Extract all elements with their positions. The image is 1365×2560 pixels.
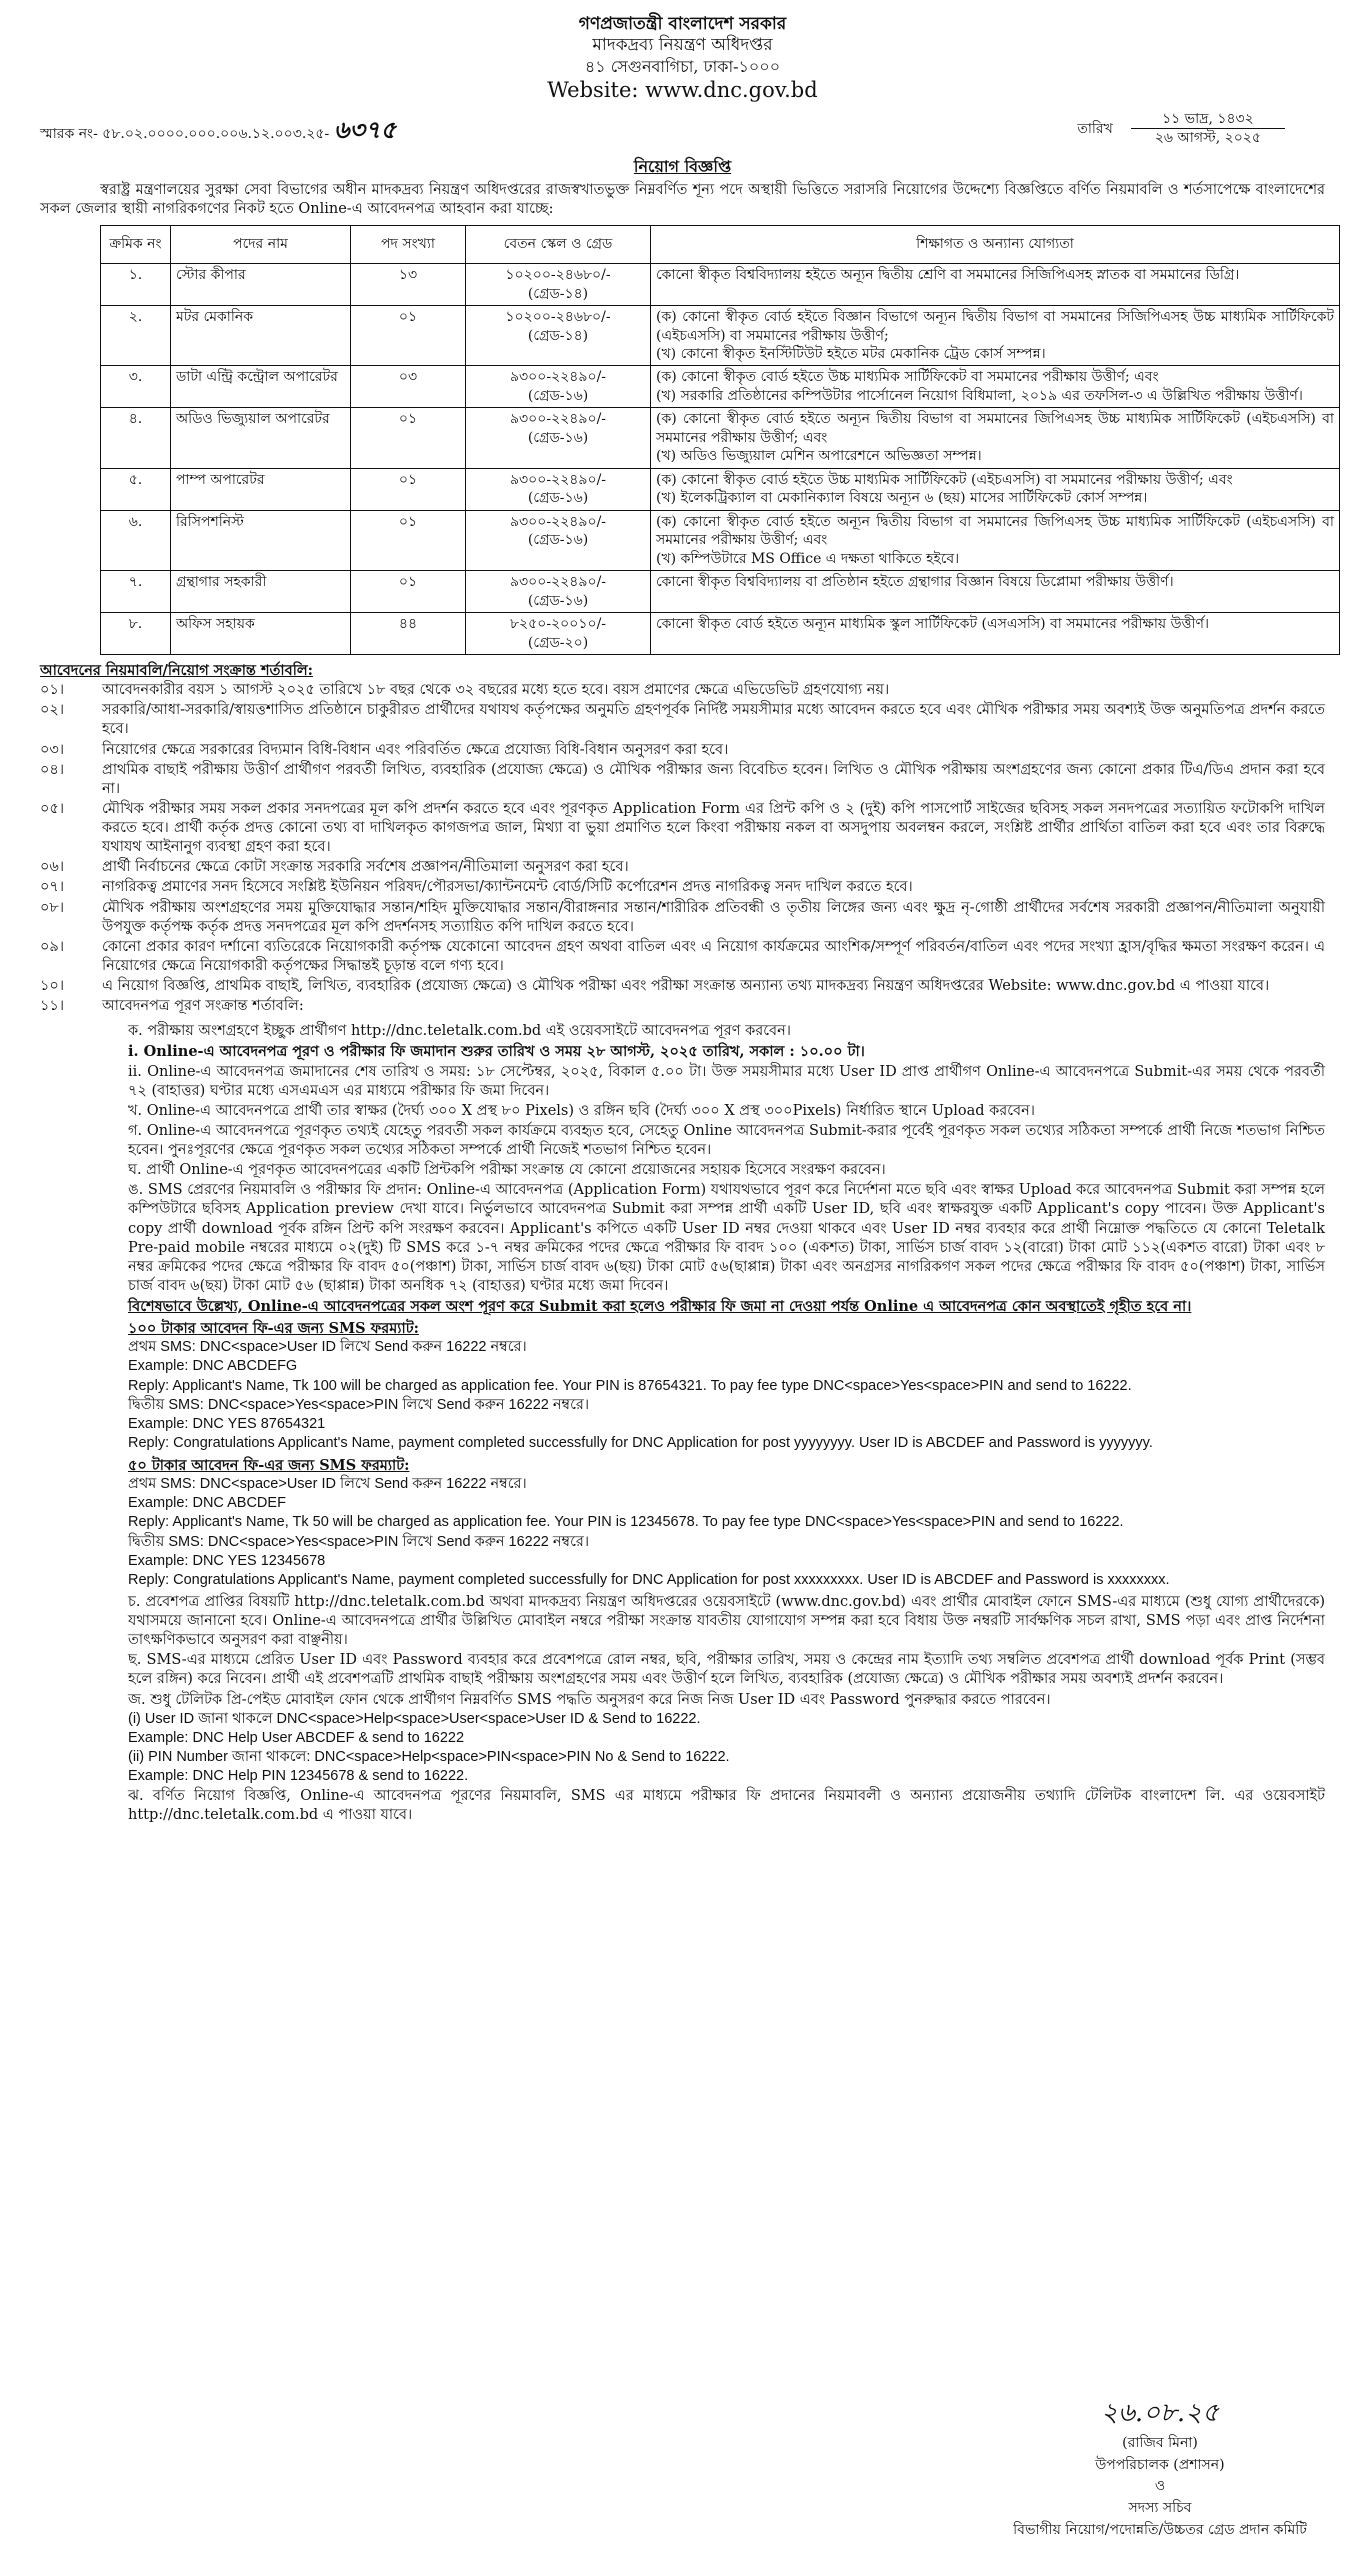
memo-number — [40, 110, 396, 146]
condition-number: ০৫। — [40, 800, 65, 817]
pay-grade: (গ্রেড-১৪) — [527, 327, 589, 344]
condition-number: ০১। — [40, 682, 65, 699]
cell-post: অফিস সহায়ক — [171, 613, 351, 655]
notice-title: নিয়োগ বিজ্ঞপ্তি — [633, 156, 732, 176]
memo-handwritten-number: ৬৩৭৫ — [333, 114, 397, 144]
condition-item — [40, 800, 1325, 857]
apply-cha: চ. প্রবেশপত্র প্রাপ্তির বিষয়টি http://dnc.teletalk.com.bd অথবা মাদকদ্রব্য নিয়ন্ত্রণ অধিদপ্তরের ওয়েবসাইটে (www.dnc.gov.bd) এবং প্রার্থীর মোবাইল ফোনে SMS-এর মাধ্যমে (শুধু যোগ্য প্রার্থীদেরকে) যথাসময়ে জানানো হবে। Online-এ আবেদনপত্রে প্রার্থীর উল্লিখিত মোবাইল নম্বরে পরীক্ষা সংক্রান্ত যাবতীয় যোগাযোগ সম্পন্ন করা হবে বিধায় উক্ত নম্বরটি সার্বক্ষণিক সচল রাখা, SMS পড়া এবং প্রাপ্ত নির্দেশনা তাৎক্ষণিকভাবে অনুসরণ করা বাঞ্ছনীয়। — [128, 1593, 1325, 1649]
pay-grade: (গ্রেড-১৬) — [527, 387, 589, 404]
cell-count: ০১ — [351, 408, 466, 468]
cell-serial: ৮. — [101, 613, 171, 655]
table-row — [101, 366, 1340, 408]
condition-item — [40, 899, 1325, 937]
condition-number: ১১। — [40, 998, 65, 1015]
cell-qualification: (ক) কোনো স্বীকৃত বোর্ড হইতে উচ্চ মাধ্যমিক সার্টিফিকেট বা সমমানের পরীক্ষায় উত্তীর্ণ; এবং (খ) সরকারি প্রতিষ্ঠানের কম্পিউটার পার্সোনেল নিয়োগ বিধিমালা, ২০১৯ এর তফসিল-৩ এ উল্লিখিত পরীক্ষায় উত্তীর্ণ। — [651, 366, 1340, 408]
sms-line: (i) User ID জানা থাকলে DNC<space>Help<space>User<space>User ID & Send to 16222. — [128, 1710, 701, 1727]
col-header-count: পদ সংখ্যা — [351, 226, 466, 264]
dept-name: মাদকদ্রব্য নিয়ন্ত্রণ অধিদপ্তর — [592, 35, 773, 56]
condition-number: ০৭। — [40, 879, 65, 896]
sms-line: Reply: Congratulations Applicant's Name, payment completed successfully for DNC Application for post yyyyyyyy. User ID is ABCDEF and Password is yyyyyyy. — [128, 1434, 1153, 1451]
table-header-row — [101, 226, 1340, 264]
condition-text: কোনো প্রকার কারণ দর্শানো ব্যতিরেকে নিয়োগকারী কর্তৃপক্ষ যেকোনো আবেদন গ্রহণ অথবা বাতিল এবং এ নিয়োগ কার্যক্রমের আংশিক/সম্পূর্ণ পরিবর্তন/বাতিল এবং পদের সংখ্যা হ্রাস/বৃদ্ধির ক্ষমতা সংরক্ষণ করেন। এ নিয়োগের ক্ষেত্রে নিয়োগকারী কর্তৃপক্ষের সিদ্ধান্তই চূড়ান্ত বলে গণ্য হবে। — [102, 938, 1325, 974]
cell-post: গ্রন্থাগার সহকারী — [171, 571, 351, 613]
date-bangla-calendar: ১১ ভাদ্র, ১৪৩২ — [1131, 110, 1285, 129]
apply-uo-note: বিশেষভাবে উল্লেখ্য, Online-এ আবেদনপত্রের সকল অংশ পূরণ করে Submit করা হলেও পরীক্ষার ফি জমা না দেওয়া পর্যন্ত Online এ আবেদনপত্র কোন অবস্থাতেই গৃহীত হবে না। — [128, 1298, 1192, 1315]
table-row — [101, 468, 1340, 510]
cell-pay-scale — [466, 408, 651, 468]
apply-ja: জ. শুধু টেলিটক প্রি-পেইড মোবাইল ফোন থেকে প্রার্থীগণ নিম্নবর্ণিত SMS পদ্ধতি অনুসরণ করে নিজ নিজ User ID এবং Password পুনরুদ্ধার করতে পারবেন। — [128, 1691, 1051, 1708]
memo-row — [40, 110, 1325, 148]
condition-number: ০৬। — [40, 859, 65, 876]
cell-count: ১৩ — [351, 264, 466, 306]
sms-line: প্রথম SMS: DNC<space>User ID লিখে Send করুন 16222 নম্বরে। — [128, 1476, 527, 1493]
cell-count: ০৩ — [351, 366, 466, 408]
col-header-qualification: শিক্ষাগত ও অন্যান্য যোগ্যতা — [651, 226, 1340, 264]
pay-scale: ৮২৫০-২০০১০/- — [509, 616, 607, 633]
signer-role: সদস্য সচিব — [1128, 2500, 1192, 2517]
sms-line: দ্বিতীয় SMS: DNC<space>Yes<space>PIN লিখে Send করুন 16222 নম্বরে। — [128, 1533, 590, 1550]
condition-item — [40, 997, 1325, 1016]
condition-number: ০৩। — [40, 741, 65, 758]
notice-intro: স্বরাষ্ট্র মন্ত্রণালয়ের সুরক্ষা সেবা বিভাগের অধীন মাদকদ্রব্য নিয়ন্ত্রণ অধিদপ্তরের রাজস্বখাতভুক্ত নিম্নবর্ণিত শূন্য পদে অস্থায়ী ভিত্তিতে সরাসরি নিয়োগের উদ্দেশ্যে বিজ্ঞপ্তিতে বর্ণিত নিয়মাবলি ও শর্তসাপেক্ষে বাংলাদেশের সকল জেলার স্থায়ী নাগরিকগণের নিকট হতে Online-এ আবেদনপত্র আহবান করা যাচ্ছে: — [40, 181, 1325, 217]
cell-count: ০১ — [351, 571, 466, 613]
cell-serial: ৫. — [101, 468, 171, 510]
condition-number: ০২। — [40, 702, 65, 719]
cell-serial: ৪. — [101, 408, 171, 468]
dept-website: Website: www.dnc.gov.bd — [547, 77, 818, 102]
cell-serial: ৭. — [101, 571, 171, 613]
sms-line: (ii) PIN Number জানা থাকলে: DNC<space>Help<space>PIN<space>PIN No & Send to 16222. — [128, 1748, 730, 1765]
apply-start-time: i. Online-এ আবেদনপত্র পূরণ ও পরীক্ষার ফি জমাদান শুরুর তারিখ ও সময় ২৮ আগস্ট, ২০২৫ তারিখ, সকাল : ১০.০০ টা। — [128, 1043, 865, 1061]
sms-50-block — [128, 1475, 1325, 1590]
condition-text: এ নিয়োগ বিজ্ঞপ্তি, প্রাথমিক বাছাই, লিখিত, ব্যবহারিক (প্রযোজ্য ক্ষেত্রে) ও মৌখিক পরীক্ষা এবং পরীক্ষা সংক্রান্ত অন্যান্য তথ্য মাদকদ্রব্য নিয়ন্ত্রণ অধিদপ্তরের Website: www.dnc.gov.bd এ পাওয়া যাবে। — [102, 978, 1270, 994]
cell-post: রিসিপশনিস্ট — [171, 510, 351, 570]
cell-qualification: (ক) কোনো স্বীকৃত বোর্ড হইতে উচ্চ মাধ্যমিক সার্টিফিকেট (এইচএসসি) বা সমমানের পরীক্ষায় উত্তীর্ণ; এবং (খ) ইলেকট্রিক্যাল বা মেকানিক্যাল বিষয়ে অন্যূন ৬ (ছয়) মাসের সার্টিফিকেট কোর্স সম্পন্ন। — [651, 468, 1340, 510]
dept-address: ৪১ সেগুনবাগিচা, ঢাকা-১০০০ — [584, 56, 781, 76]
cell-count: ০১ — [351, 468, 466, 510]
cell-serial: ৬. — [101, 510, 171, 570]
cell-serial: ৩. — [101, 366, 171, 408]
col-header-post: পদের নাম — [171, 226, 351, 264]
apply-instructions — [128, 1022, 1325, 1825]
recovery-sms-block — [128, 1710, 1325, 1787]
condition-number: ০৯। — [40, 938, 65, 955]
conditions-list — [40, 681, 1325, 1016]
condition-item — [40, 701, 1325, 739]
gov-name: গণপ্রজাতন্ত্রী বাংলাদেশ সরকার — [578, 14, 787, 34]
condition-text: প্রার্থী নির্বাচনের ক্ষেত্রে কোটা সংক্রান্ত সরকারি সর্বশেষ প্রজ্ঞাপন/নীতিমালা অনুসরণ করা হবে। — [102, 859, 629, 876]
cell-post: ডাটা এন্ট্রি কন্ট্রোল অপারেটর — [171, 366, 351, 408]
pay-grade: (গ্রেড-১৬) — [527, 429, 589, 446]
signer-designation: উপপরিচালক (প্রশাসন) — [1095, 2456, 1225, 2473]
condition-number: ০৪। — [40, 761, 65, 778]
cell-count: ০১ — [351, 306, 466, 366]
pay-scale: ৯৩০০-২২৪৯০/- — [509, 471, 607, 488]
sms-line: Reply: Congratulations Applicant's Name, payment completed successfully for DNC Application for post xxxxxxxxx. User ID is ABCDEF and Password is xxxxxxxx. — [128, 1571, 1170, 1588]
cell-pay-scale — [466, 613, 651, 655]
condition-item — [40, 977, 1325, 996]
signer-name: (রাজিব মিনা) — [1122, 2435, 1198, 2451]
cell-pay-scale — [466, 510, 651, 570]
cell-qualification: কোনো স্বীকৃত বিশ্ববিদ্যালয় বা প্রতিষ্ঠান হইতে গ্রন্থাগার বিজ্ঞান বিষয়ে ডিপ্লোমা পরীক্ষায় উত্তীর্ণ। — [651, 571, 1340, 613]
sms-line: Example: DNC YES 87654321 — [128, 1415, 326, 1432]
table-row — [101, 408, 1340, 468]
table-row — [101, 571, 1340, 613]
cell-qualification: কোনো স্বীকৃত বিশ্ববিদ্যালয় হইতে অন্যূন দ্বিতীয় শ্রেণি বা সমমানের সিজিপিএসহ স্নাতক বা সমমানের ডিগ্রি। — [651, 264, 1340, 306]
condition-text: মৌখিক পরীক্ষার সময় সকল প্রকার সনদপত্রের মূল কপি প্রদর্শন করতে হবে এবং পূরণকৃত Application Form এর প্রিন্ট কপি ও ২ (দুই) কপি পাসপোর্ট সাইজের ছবিসহ সকল সনদপত্রের সত্যায়িত ফটোকপি দাখিল করতে হবে। প্রার্থী কর্তৃক প্রদত্ত কোনো তথ্য বা দাখিলকৃত কাগজপত্র জাল, মিথ্যা বা ভুয়া প্রমাণিত হলে কিংবা পরীক্ষায় নকল বা অসদুপায় অবলম্বন করলে, সংশ্লিষ্ট প্রার্থীর প্রার্থিতা বাতিল করা হবে এবং তার বিরুদ্ধে যথাযথ আইনানুগ ব্যবস্থা গ্রহণ করা হবে। — [102, 800, 1325, 856]
cell-count: ০১ — [351, 510, 466, 570]
condition-item — [40, 741, 1325, 760]
signer-and: ও — [1154, 2478, 1166, 2495]
apply-gha: ঘ. প্রার্থী Online-এ পূরণকৃত আবেদনপত্রের একটি প্রিন্টকপি পরীক্ষা সংক্রান্ত যে কোনো প্রয়োজনের সহায়ক হিসেবে সংরক্ষণ করবেন। — [128, 1162, 886, 1179]
cell-serial: ১. — [101, 264, 171, 306]
col-header-pay-scale: বেতন স্কেল ও গ্রেড — [466, 226, 651, 264]
condition-item — [40, 761, 1325, 799]
signature-scribble: ২৬.০৮.২৫ — [1101, 2398, 1219, 2428]
sms-line: দ্বিতীয় SMS: DNC<space>Yes<space>PIN লিখে Send করুন 16222 নম্বরে। — [128, 1396, 590, 1413]
cell-post: মটর মেকানিক — [171, 306, 351, 366]
sms-50-title: ৫০ টাকার আবেদন ফি-এর জন্য SMS ফরম্যাট: — [128, 1457, 410, 1474]
pay-scale: ৯৩০০-২২৪৯০/- — [509, 513, 607, 530]
cell-qualification: কোনো স্বীকৃত বোর্ড হইতে অন্যূন মাধ্যমিক স্কুল সার্টিফিকেট (এসএসসি) বা সমমানের পরীক্ষায় উত্তীর্ণ। — [651, 613, 1340, 655]
col-header-serial: ক্রমিক নং — [101, 226, 171, 264]
sms-line: Example: DNC YES 12345678 — [128, 1552, 326, 1569]
apply-end-time: ii. Online-এ আবেদনপত্র জমাদানের শেষ তারিখ ও সময়: ১৮ সেপ্টেম্বর, ২০২৫, বিকাল ৫.০০ টা। উক্ত সময়সীমার মধ্যে User ID প্রাপ্ত প্রার্থীগণ Online-এ আবেদনপত্রে Submit-এর সময় থেকে পরবর্তী ৭২ (বাহাত্তর) ঘণ্টার মধ্যে এসএমএস এর মাধ্যমে পরীক্ষার ফি জমা দিবেন। — [128, 1063, 1325, 1099]
cell-qualification: (ক) কোনো স্বীকৃত বোর্ড হইতে বিজ্ঞান বিভাগে অন্যূন দ্বিতীয় বিভাগ বা সমমানের সিজিপিএসহ উচ্চ মাধ্যমিক সার্টিফিকেট (এইচএসসি) বা সমমানের পরীক্ষায় উত্তীর্ণ; (খ) কোনো স্বীকৃত ইনস্টিটিউট হইতে মটর মেকানিক ট্রেড কোর্স সম্পন্ন। — [651, 306, 1340, 366]
condition-text: প্রাথমিক বাছাই পরীক্ষায় উত্তীর্ণ প্রার্থীগণ পরবর্তী লিখিত, ব্যবহারিক (প্রযোজ্য ক্ষেত্রে) ও মৌখিক পরীক্ষার জন্য বিবেচিত হবেন। লিখিত ও মৌখিক পরীক্ষায় অংশগ্রহণের জন্য কোনো প্রকার টিএ/ডিএ প্রদান করা হবে না। — [102, 761, 1325, 797]
sms-line: প্রথম SMS: DNC<space>User ID লিখে Send করুন 16222 নম্বরে। — [128, 1339, 527, 1356]
pay-grade: (গ্রেড-১৬) — [527, 532, 589, 549]
pay-grade: (গ্রেড-১৬) — [527, 490, 589, 507]
condition-text: আবেদনপত্র পূরণ সংক্রান্ত শর্তাবলি: — [102, 998, 304, 1015]
cell-pay-scale — [466, 264, 651, 306]
condition-number: ১০। — [40, 978, 65, 994]
date-label: তারিখ — [1077, 120, 1113, 137]
pay-scale: ১০২০০-২৪৬৮০/- — [505, 267, 611, 284]
condition-item — [40, 938, 1325, 976]
apply-kha: খ. Online-এ আবেদনপত্রে প্রার্থী তার স্বাক্ষর (দৈর্ঘ্য ৩০০ X প্রস্থ ৮০ Pixels) ও রঙ্গিন ছবি (দৈর্ঘ্য ৩০০ X প্রস্থ ৩০০Pixels) নির্ধারিত স্থানে Upload করবেন। — [128, 1102, 1035, 1119]
cell-post: পাম্প অপারেটর — [171, 468, 351, 510]
apply-ga: গ. Online-এ আবেদনপত্রে পূরণকৃত তথ্যই যেহেতু পরবর্তী সকল কার্যক্রমে ব্যবহৃত হবে, সেহেতু Online আবেদনপত্র Submit-করার পূর্বেই পূরণকৃত সকল তথ্যের সঠিকতা সম্পর্কে প্রার্থী নিজে শতভাগ নিশ্চিত হবেন। পুনঃপূরণের ক্ষেত্রে পূরণকৃত সকল তথ্যের সঠিকতা সম্পর্কে প্রার্থী নিজেই শতভাগ নিশ্চিত হবেন। — [128, 1122, 1325, 1158]
pay-grade: (গ্রেড-১৬) — [527, 592, 589, 609]
date-gregorian: ২৬ আগস্ট, ২০২৫ — [1154, 130, 1261, 147]
cell-post: অডিও ভিজ্যুয়াল অপারেটর — [171, 408, 351, 468]
condition-text: আবেদনকারীর বয়স ১ আগস্ট ২০২৫ তারিখে ১৮ বছর থেকে ৩২ বছরের মধ্যে হতে হবে। বয়স প্রমাণের ক্ষেত্রে এভিডেভিট গ্রহণযোগ্য নয়। — [102, 682, 890, 699]
condition-item — [40, 858, 1325, 877]
pay-scale: ৯৩০০-২২৪৯০/- — [509, 574, 607, 591]
condition-text: নিয়োগের ক্ষেত্রে সরকারের বিদ্যমান বিধি-বিধান এবং পরিবর্তিত ক্ষেত্রে প্রযোজ্য বিধি-বিধান অনুসরণ করা হবে। — [102, 741, 729, 758]
table-row — [101, 510, 1340, 570]
sms-line: Example: DNC Help User ABCDEF & send to 16222 — [128, 1729, 465, 1746]
condition-item — [40, 878, 1325, 897]
apply-ka: ক. পরীক্ষায় অংশগ্রহণে ইচ্ছুক প্রার্থীগণ http://dnc.teletalk.com.bd এই ওয়েবসাইটে আবেদনপত্র পূরণ করবেন। — [128, 1023, 791, 1040]
table-row — [101, 306, 1340, 366]
apply-jha: ঝ. বর্ণিত নিয়োগ বিজ্ঞপ্তি, Online-এ আবেদনপত্র পূরণের নিয়মাবলি, SMS এর মাধ্যমে পরীক্ষার ফি প্রদানের নিয়মাবলী ও অন্যান্য প্রয়োজনীয় তথ্যাদি টেলিটক বাংলাদেশ লি. এর ওয়েবসাইট http://dnc.teletalk.com.bd এ পাওয়া যাবে। — [128, 1788, 1325, 1824]
pay-scale: ১০২০০-২৪৬৮০/- — [505, 309, 611, 326]
condition-item — [40, 681, 1325, 700]
memo-label: স্মারক নং- ৫৮.০২.০০০০.০০০.০০৬.১২.০০৩.২৫- — [40, 125, 330, 142]
apply-uo: ঙ. SMS প্রেরণের নিয়মাবলি ও পরীক্ষার ফি প্রদান: Online-এ আবেদনপত্র (Application Form) যথাযথভাবে পূরণ করে নির্দেশনা মতে ছবি এবং স্বাক্ষর Upload করে আবেদনপত্র Submit করা সম্পন্ন হলে কম্পিউটারে ছবিসহ Application preview দেখা যাবে। নির্ভুলভাবে আবেদনপত্র Submit করা সম্পন্ন প্রার্থী একটি User ID, ছবি এবং স্বাক্ষরযুক্ত একটি Applicant's copy পাবেন। উক্ত Applicant's copy প্রার্থী download পূর্বক রঙ্গিন প্রিন্ট কপি সংরক্ষণ করবেন। Applicant's কপিতে একটি User ID নম্বর দেওয়া থাকবে এবং User ID নম্বর ব্যবহার করে প্রার্থী নিম্নোক্ত পদ্ধতিতে যে কোনো Teletalk Pre-paid mobile নম্বরের মাধ্যমে ০২(দুই) টি SMS করে ১-৭ নম্বর ক্রমিকের পদের ক্ষেত্রে পরীক্ষার ফি বাবদ ১০০ (একশত) টাকা, সার্ভিস চার্জ বাবদ ১২(বারো) টাকা মোট ১১২(একশত বারো) টাকা এবং ৮ নম্বর ক্রমিকের পদের ক্ষেত্রে পরীক্ষার ফি বাবদ ৫০(পঞ্চাশ) টাকা, সার্ভিস চার্জ বাবদ ৬(ছয়) টাকা মোট ৫৬(ছাপ্পান্ন) টাকা এবং অনগ্রসর নাগরিকগণ সকল পদের ক্ষেত্রে পরীক্ষার ফি বাবদ ৫০(পঞ্চাশ) টাকা, সার্ভিস চার্জ বাবদ ৬(ছয়) টাকা মোট ৫৬ (ছাপ্পান্ন) টাকা অনধিক ৭২ (বাহাত্তর) ঘণ্টার মধ্যে জমা দিবেন। — [128, 1182, 1325, 1294]
sms-line: Example: DNC ABCDEF — [128, 1495, 286, 1512]
cell-serial: ২. — [101, 306, 171, 366]
pay-grade: (গ্রেড-১৪) — [527, 285, 589, 302]
apply-chha: ছ. SMS-এর মাধ্যমে প্রেরিত User ID এবং Password ব্যবহার করে প্রবেশপত্রে রোল নম্বর, ছবি, পরীক্ষার তারিখ, সময় ও কেন্দ্রের নাম ইত্যাদি তথ্য সম্বলিত প্রবেশপত্র প্রার্থী download পূর্বক Print (সম্ভব হলে রঙ্গিন) করে নিবেন। প্রার্থী এই প্রবেশপত্রটি প্রাথমিক বাছাই পরীক্ষায় অংশগ্রহণের সময় এবং উত্তীর্ণ হলে লিখিত, ব্যবহারিক (প্রযোজ্য ক্ষেত্রে) ও মৌখিক পরীক্ষার সময় অবশ্যই প্রদর্শন করবেন। — [128, 1652, 1325, 1688]
sms-line: Reply: Applicant's Name, Tk 50 will be charged as application fee. Your PIN is 12345678. To pay fee type DNC<space>Yes<space>PIN and send to 16222. — [128, 1514, 1124, 1531]
conditions-title: আবেদনের নিয়মাবলি/নিয়োগ সংক্রান্ত শর্তাবলি: — [40, 662, 314, 679]
cell-qualification: (ক) কোনো স্বীকৃত বোর্ড হইতে অন্যূন দ্বিতীয় বিভাগ বা সমমানের জিপিএসহ উচ্চ মাধ্যমিক সার্টিফিকেট (এইচএসসি) বা সমমানের পরীক্ষায় উত্তীর্ণ; এবং (খ) কম্পিউটারে MS Office এ দক্ষতা থাকিতে হইবে। — [651, 510, 1340, 570]
condition-text: সরকারি/আধা-সরকারি/স্বায়ত্তশাসিত প্রতিষ্ঠানে চাকুরীরত প্রার্থীদের যথাযথ কর্তৃপক্ষের অনুমতি গ্রহণপূর্বক নির্দিষ্ট সময়সীমার মধ্যে আবেদন করতে হবে এবং মৌখিক পরীক্ষার সময় অবশ্যই উক্ত অনুমতিপত্র প্রদর্শন করতে হবে। — [102, 702, 1325, 738]
posts-table — [100, 225, 1340, 655]
date-box — [1077, 110, 1285, 148]
cell-post: স্টোর কীপার — [171, 264, 351, 306]
cell-pay-scale — [466, 468, 651, 510]
cell-pay-scale — [466, 366, 651, 408]
condition-text: নাগরিকত্ব প্রমাণের সনদ হিসেবে সংশ্লিষ্ট ইউনিয়ন পরিষদ/পৌরসভা/ক্যান্টনমেন্ট বোর্ড/সিটি কর্পোরেশন প্রদত্ত নাগরিকত্ব সনদ দাখিল করতে হবে। — [102, 879, 913, 896]
sms-line: Reply: Applicant's Name, Tk 100 will be charged as application fee. Your PIN is 87654321. To pay fee type DNC<space>Yes<space>PIN and send to 16222. — [128, 1377, 1132, 1394]
pay-scale: ৯৩০০-২২৪৯০/- — [509, 411, 607, 428]
sms-100-title: ১০০ টাকার আবেদন ফি-এর জন্য SMS ফরম্যাট: — [128, 1320, 419, 1338]
cell-qualification: (ক) কোনো স্বীকৃত বোর্ড হইতে অন্যূন দ্বিতীয় বিভাগ বা সমমানের জিপিএসহ উচ্চ মাধ্যমিক সার্টিফিকেট (এইচএসসি) বা সমমানের পরীক্ষায় উত্তীর্ণ; এবং (খ) অডিও ভিজ্যুয়াল মেশিন অপারেশনে অভিজ্ঞতা সম্পন্ন। — [651, 408, 1340, 468]
letterhead — [40, 14, 1325, 104]
signer-committee: বিভাগীয় নিয়োগ/পদোন্নতি/উচ্চতর গ্রেড প্রদান কমিটি — [1013, 2521, 1307, 2538]
cell-pay-scale — [466, 571, 651, 613]
condition-text: মৌখিক পরীক্ষায় অংশগ্রহণের সময় মুক্তিযোদ্ধার সন্তান/শহিদ মুক্তিযোদ্ধার সন্তান/বীরাঙ্গনার সন্তান/শারীরিক প্রতিবন্ধী ও তৃতীয় লিঙ্গের জন্য এবং ক্ষুদ্র নৃ-গোষ্ঠী প্রার্থীদের সর্বশেষ সরকারী প্রজ্ঞাপন/নীতিমালা অনুযায়ী উপযুক্ত কর্তৃপক্ষ কর্তৃক প্রদত্ত সনদপত্রের মূল কপি প্রদর্শনসহ সত্যায়িত কপি দাখিল করতে হবে। — [102, 899, 1325, 935]
sms-line: Example: DNC ABCDEFG — [128, 1358, 298, 1375]
signature-block — [1000, 2393, 1320, 2541]
pay-grade: (গ্রেড-২০) — [527, 634, 589, 651]
table-row — [101, 264, 1340, 306]
cell-pay-scale — [466, 306, 651, 366]
table-row — [101, 613, 1340, 655]
cell-count: ৪৪ — [351, 613, 466, 655]
pay-scale: ৯৩০০-২২৪৯০/- — [509, 369, 607, 386]
sms-line: Example: DNC Help PIN 12345678 & send to 16222. — [128, 1768, 469, 1784]
sms-100-block — [128, 1338, 1325, 1453]
condition-number: ০৮। — [40, 899, 65, 916]
